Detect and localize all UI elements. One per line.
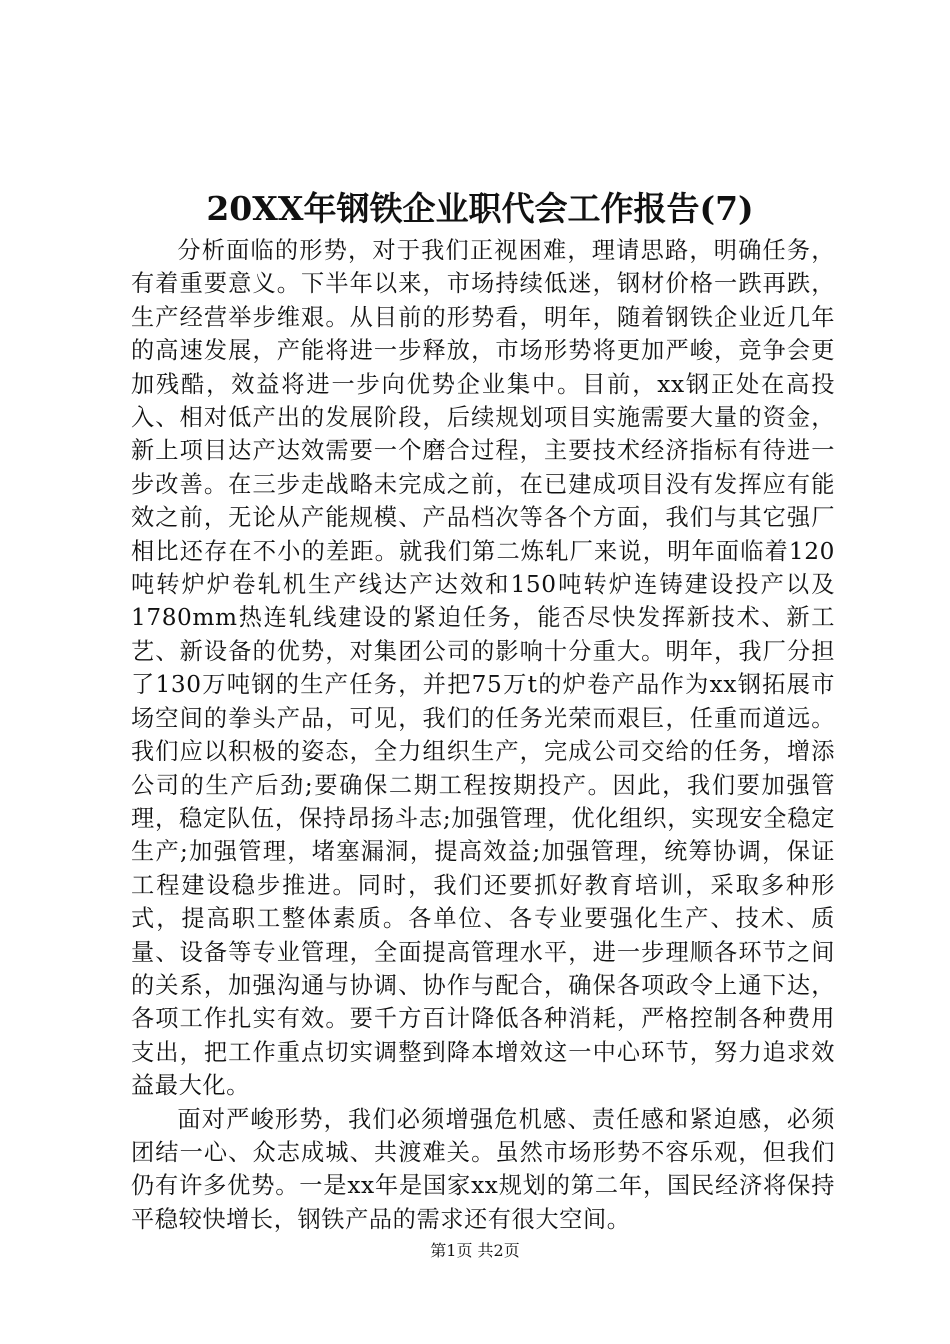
document-title: 20XX年钢铁企业职代会工作报告(7)	[206, 189, 754, 228]
page-footer: 第1页 共2页	[430, 1241, 520, 1260]
document-body	[131, 234, 835, 1236]
paragraph-2: 面对严峻形势，我们必须增强危机感、责任感和紧迫感，必须团结一心、众志成城、共渡难关。虽然市场形势不容乐观，但我们仍有许多优势。一是xx年是国家xx规划的第二年，国民经济将保持平稳较快增长，钢铁产品的需求还有很大空间。	[131, 1105, 835, 1233]
paragraph-1: 分析面临的形势，对于我们正视困难，理请思路，明确任务，有着重要意义。下半年以来，市场持续低迷，钢材价格一跌再跌，生产经营举步维艰。从目前的形势看，明年，随着钢铁企业近几年的高速发展，产能将进一步释放，市场形势将更加严峻，竞争会更加残酷，效益将进一步向优势企业集中。目前，xx钢正处在高投入、相对低产出的发展阶段，后续规划项目实施需要大量的资金，新上项目达产达效需要一个磨合过程，主要技术经济指标有待进一步改善。在三步走战略未完成之前，在已建成项目没有发挥应有能效之前，无论从产能规模、产品档次等各个方面，我们与其它强厂相比还存在不小的差距。就我们第二炼轧厂来说，明年面临着120吨转炉炉卷轧机生产线达产达效和150吨转炉连铸建设投产以及1780mm热连轧线建设的紧迫任务，能否尽快发挥新技术、新工艺、新设备的优势，对集团公司的影响十分重大。明年，我厂分担了130万吨钢的生产任务，并把75万t的炉卷产品作为xx钢拓展市场空间的拳头产品，可见，我们的任务光荣而艰巨，任重而道远。我们应以积极的姿态，全力组织生产，完成公司交给的任务，增添公司的生产后劲;要确保二期工程按期投产。因此，我们要加强管理，稳定队伍，保持昂扬斗志;加强管理，优化组织，实现安全稳定生产;加强管理，堵塞漏洞，提高效益;加强管理，统筹协调，保证工程建设稳步推进。同时，我们还要抓好教育培训，采取多种形式，提高职工整体素质。各单位、各专业要强化生产、技术、质量、设备等专业管理，全面提高管理水平，进一步理顺各环节之间的关系，加强沟通与协调、协作与配合，确保各项政令上通下达，各项工作扎实有效。要千方百计降低各种消耗，严格控制各种费用支出，把工作重点切实调整到降本增效这一中心环节，努力追求效益最大化。	[131, 237, 835, 1100]
